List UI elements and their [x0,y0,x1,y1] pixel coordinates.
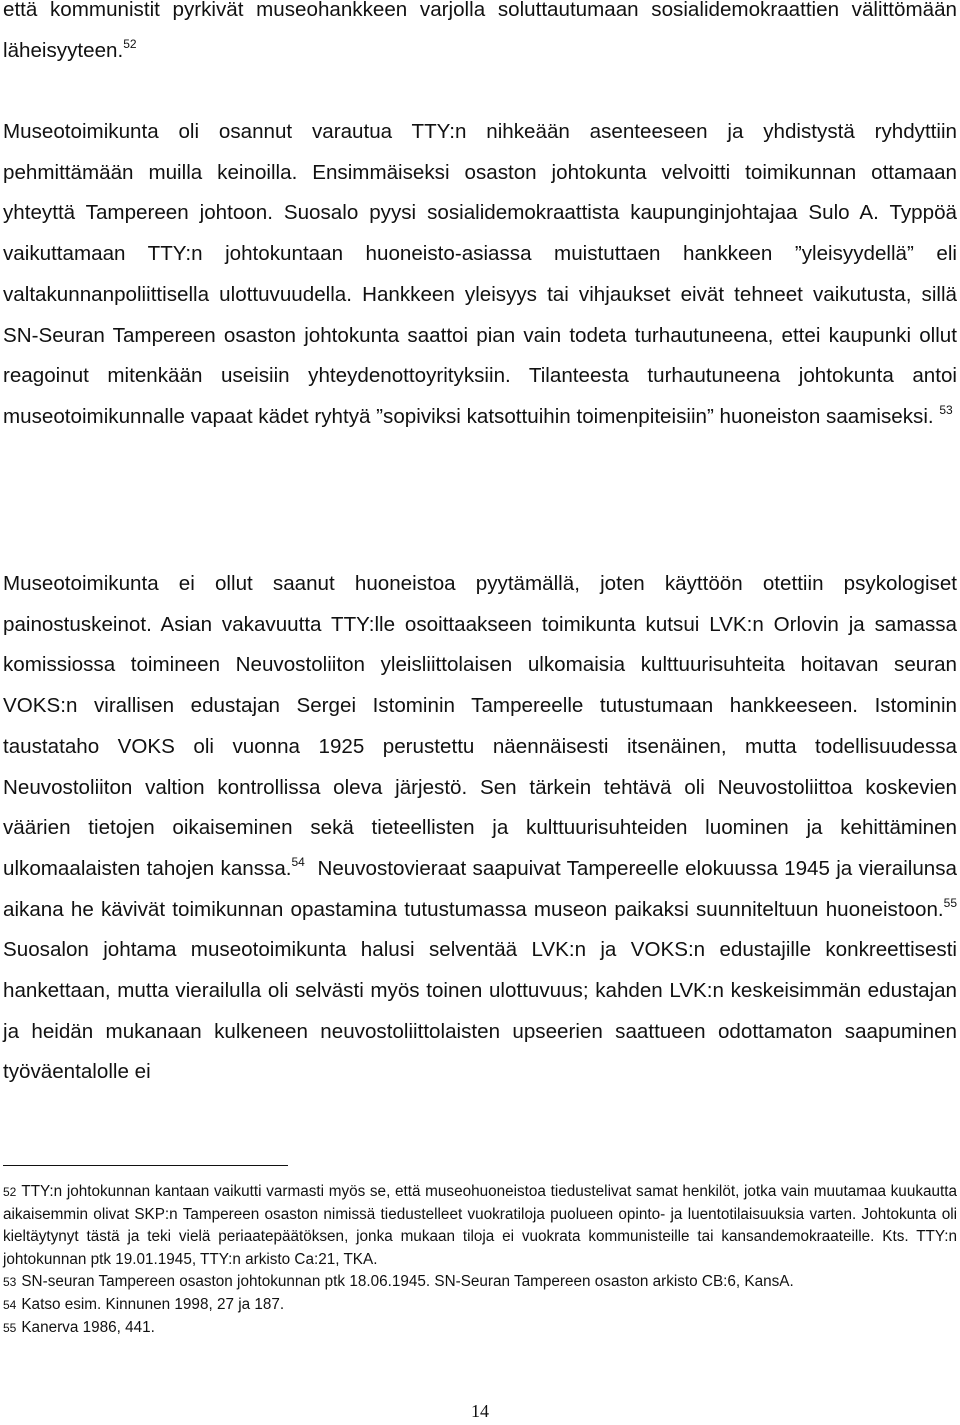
footnote-number: 54 [3,1297,17,1312]
footnote-number: 55 [3,1320,17,1335]
footnote-53 [3,1271,957,1294]
paragraph-2 [3,112,957,438]
paragraph-3-text-c: Suosalon johtama museotoimikunta halusi selventää LVK:n ja VOKS:n edustajille konkreettisesti hankettaan, mutta vierailulla oli selvästi myös toinen ulottuvuus; kahden LVK:n keskeisimmän edustajan ja heidän mukanaan kulkeneen neuvostoliittolaisten upseerien saattueen odottamaton saapuminen työväentalolle ei [3,938,957,1084]
footnote-ref-52[interactable]: 52 [123,36,137,51]
footnote-ref-54[interactable]: 54 [291,854,305,869]
page-number: 14 [471,1401,489,1421]
footnote-number: 53 [3,1275,17,1290]
footnote-text: SN-seuran Tampereen osaston johtokunnan ptk 18.06.1945. SN-Seuran Tampereen osaston arkisto CB:6, KansA. [21,1273,794,1291]
paragraph-2-text: Museotoimikunta oli osannut varautua TTY:n nihkeään asenteeseen ja yhdistystä ryhdyttiin pehmittämään muilla keinoilla. Ensimmäiseksi osaston johtokunta velvoitti toimikunnan ottamaan yhteyttä Tampereen johtoon. Suosalo pyysi sosialidemokraattista kaupunginjohtajaa Sulo A. Typpöä vaikuttamaan TTY:n johtokuntaan huoneisto-asiassa muistuttaen hankkeen ”yleisyydellä” eli valtakunnanpoliittisella ulottuvuudella. Hankkeen yleisyys tai vihjaukset eivät tehneet vaikutusta, sillä SN-Seuran Tampereen osaston johtokunta saattoi pian vain todeta turhautuneena, ettei kaupunki ollut reagoinut mitenkään useisiin yhteydenottoyrityksiin. Tilanteesta turhautuneena johtokunta antoi museotoimikunnalle vapaat kädet ryhtyä ”sopiviksi katsottuihin toimenpiteisiin” huoneiston saamiseksi. [3,120,957,428]
footnote-text: TTY:n johtokunnan kantaan vaikutti varmasti myös se, että museohuoneistoa tiedustelivat samat henkilöt, jotka vain muutamaa kuukautta aikaisemmin olivat SKP:n Tampereen osaston nimissä tiedustelleet vuokratiloja puolueen opinto- ja luentotilaisuuksia varten. Johtokunta oli kieltäytynyt tästä ja teki vielä periaatepäätöksen, jonka mukaan tiloja ei vuokrata kommunisteille tai kansandemokraateille. Kts. TTY:n johtokunnan ptk 19.01.1945, TTY:n arkisto Ca:21, TKA. [3,1183,957,1268]
paragraph-1 [3,0,957,71]
footnote-ref-55[interactable]: 55 [943,895,957,910]
footnote-ref-53[interactable]: 53 [939,402,953,417]
footnote-number: 52 [3,1185,17,1199]
paragraph-3 [3,564,957,1093]
footnote-separator [3,1165,288,1166]
footnote-54 [3,1294,957,1317]
footnote-52 [3,1181,957,1271]
footnote-text: Kanerva 1986, 441. [21,1318,155,1336]
paragraph-1-text: että kommunistit pyrkivät museohankkeen varjolla soluttautumaan sosialidemokraattien välittömään läheisyyteen. [3,0,957,62]
paragraph-3-text-a: Museotoimikunta ei ollut saanut huoneistoa pyytämällä, joten käyttöön otettiin psykologiset painostuskeinot. Asian vakavuutta TTY:lle osoittaakseen toimikunta kutsui LVK:n Orlovin ja samassa komissiossa toimineen Neuvostoliiton yleisliittolaisen ulkomaisia kulttuurisuhteita hoitavan seuran VOKS:n virallisen edustajan Sergei Istominin Tampereelle tutustumaan hankkeeseen. Istominin taustataho VOKS oli vuonna 1925 perustettu näennäisesti itsenäinen, mutta todellisuudessa Neuvostoliiton valtion kontrollissa oleva järjestö. Sen tärkein tehtävä oli Neuvostoliittoa koskevien väärien tietojen oikaiseminen sekä tieteellisten ja kulttuurisuhteiden luominen ja kehittäminen ulkomaalaisten tahojen kanssa. [3,572,957,880]
paragraph-3-text-b: Neuvostovieraat saapuivat Tampereelle elokuussa 1945 ja vierailunsa aikana he kävivät toimikunnan opastamina tutustumassa museon paikaksi suunniteltuun huoneistoon. [3,856,957,921]
footnote-text: Katso esim. Kinnunen 1998, 27 ja 187. [21,1295,285,1313]
footnotes [3,1181,957,1339]
footnote-55 [3,1317,957,1340]
